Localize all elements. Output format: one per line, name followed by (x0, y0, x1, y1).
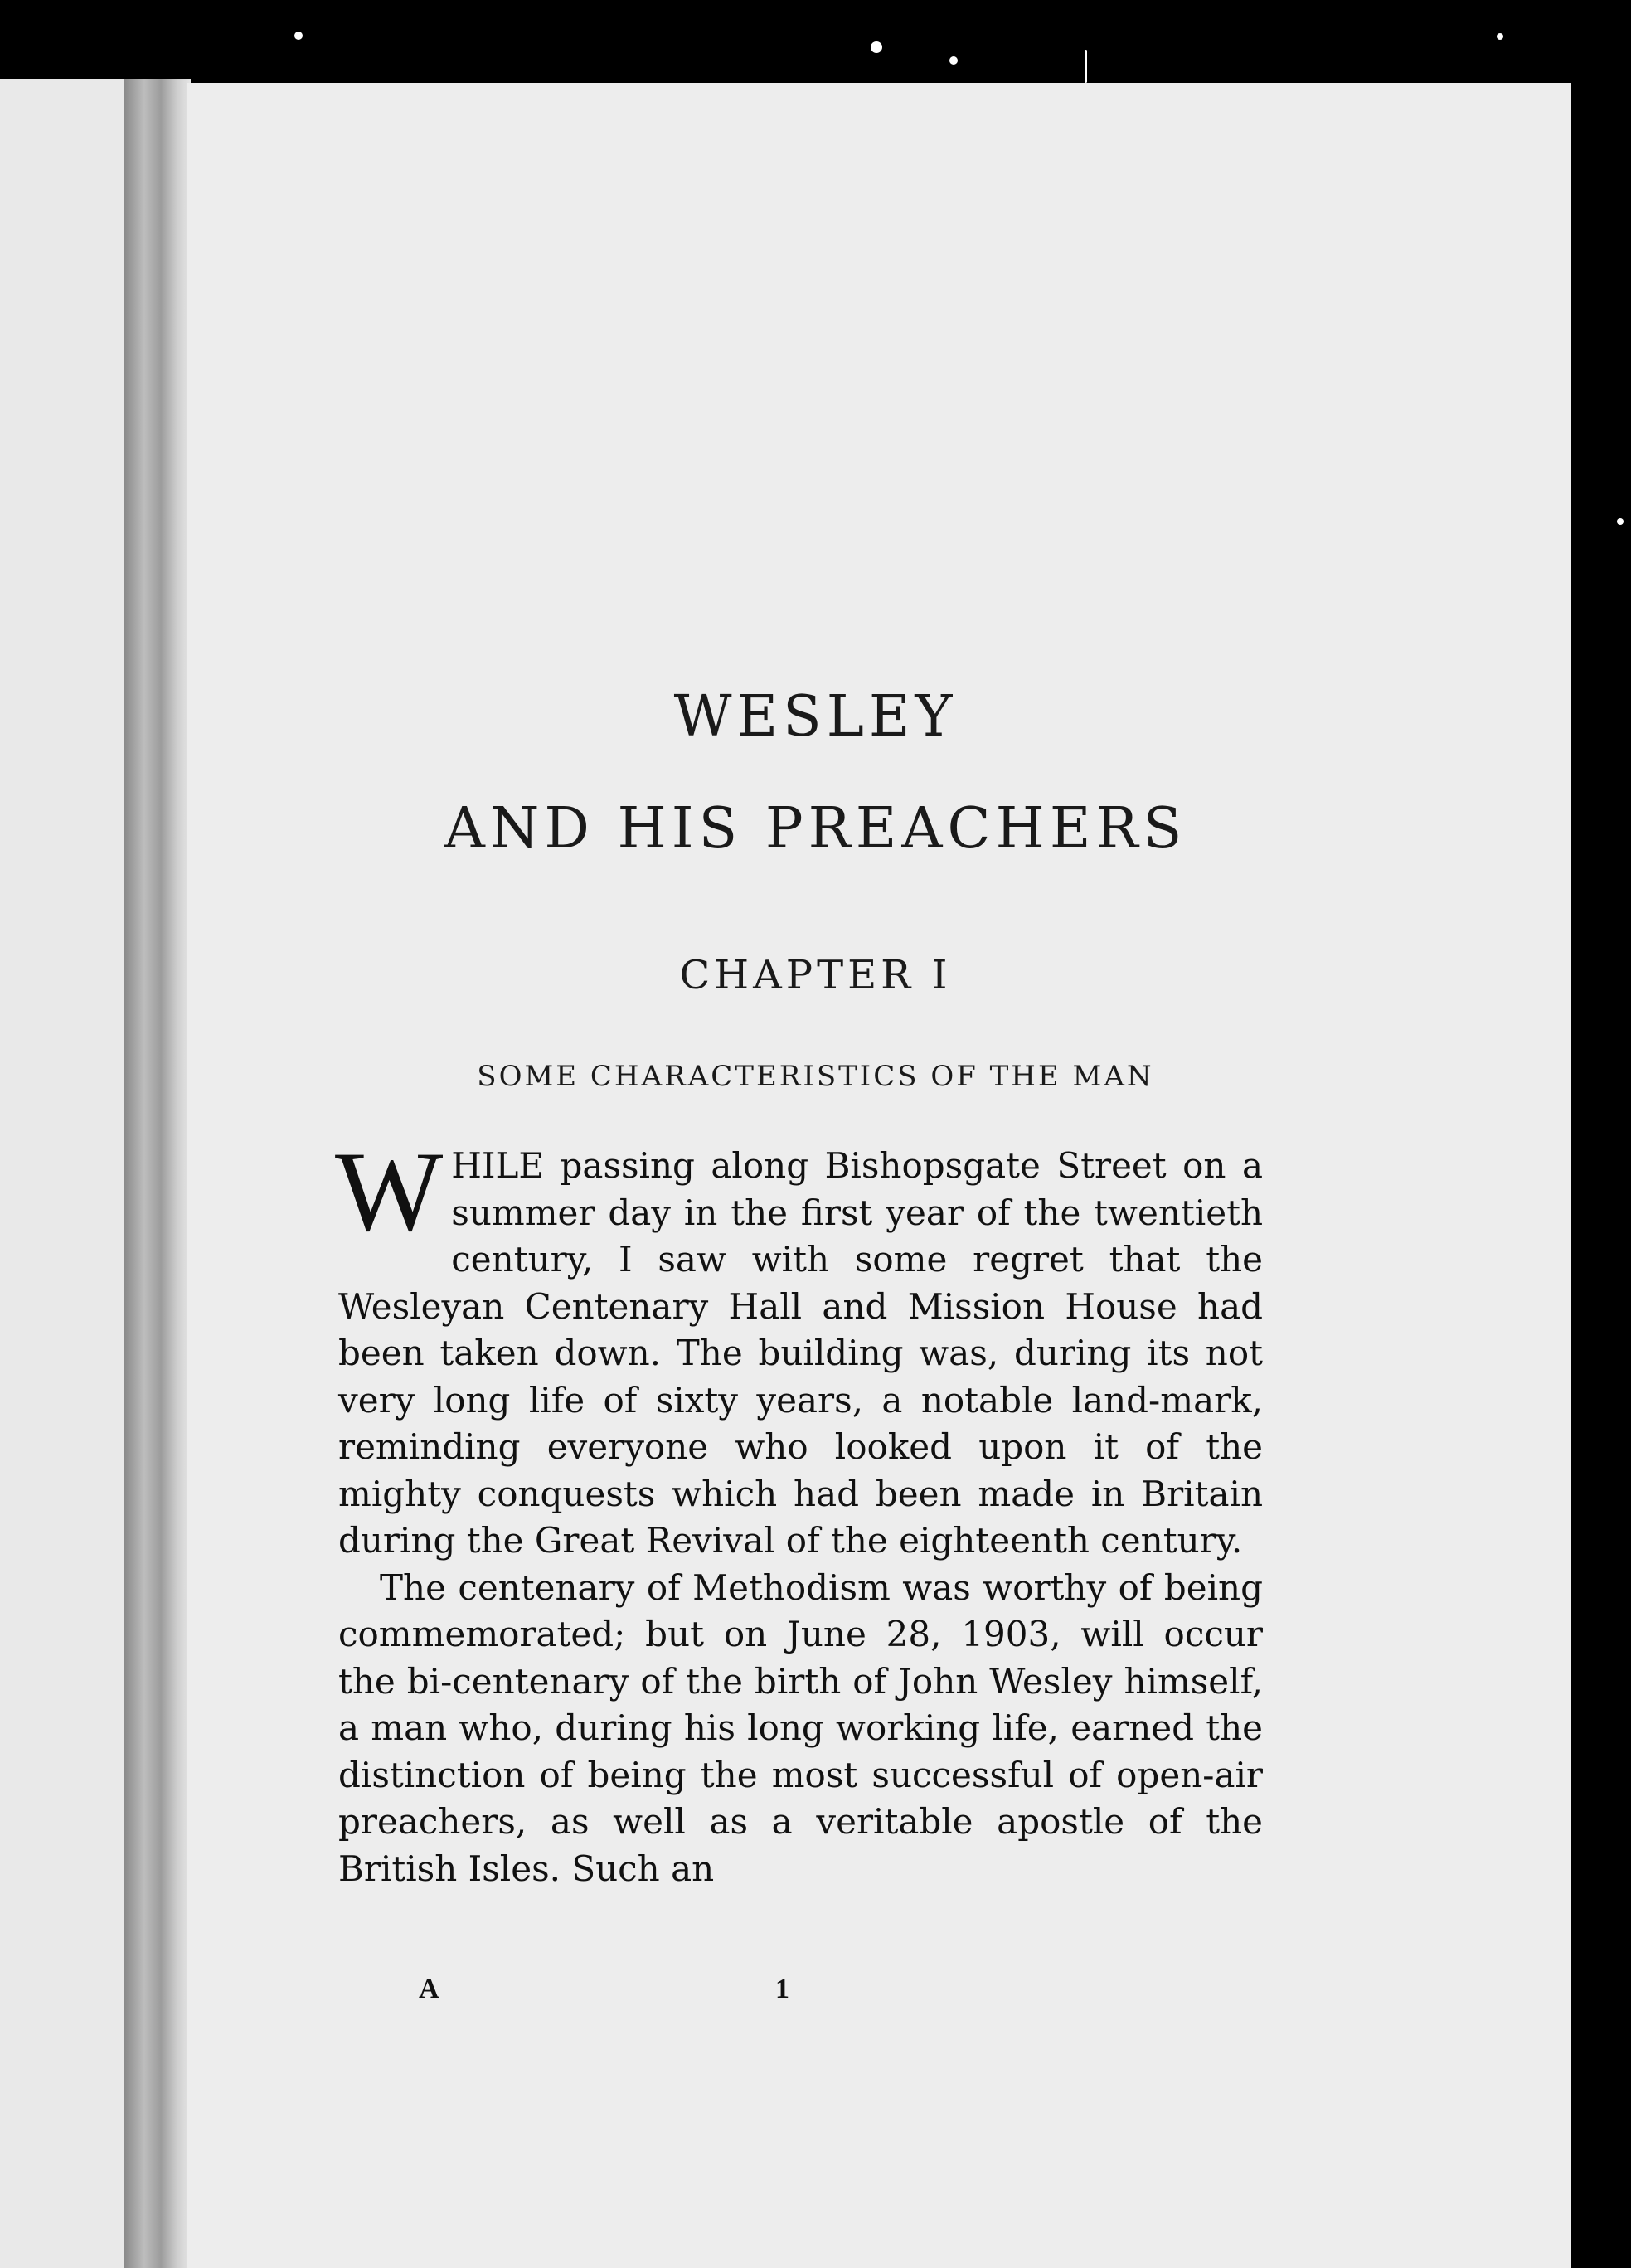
chapter-body (335, 1128, 1263, 1892)
paragraph-1-text: HILE passing along Bishopsgate Street on a summer day in the first year of the twentieth century, I saw with some regret that the Wesleyan Centenary Hall and Mission House had been taken down. The building was, during its not very long life of sixty years, a notable land-mark, reminding everyone who looked upon it of the mighty conquests which had been made in Britain during the Great Revival of the eighteenth century. (338, 1145, 1263, 1561)
book-title-line-2: AND HIS PREACHERS (444, 796, 1187, 862)
chapter-heading: CHAPTER I (679, 952, 952, 998)
chapter-subtitle: SOME CHARACTERISTICS OF THE MAN (477, 1060, 1154, 1093)
scan-speck (1617, 518, 1624, 525)
book-title-line-1: WESLEY (673, 684, 958, 750)
facing-page-edge (0, 79, 124, 2268)
scan-speck (1085, 50, 1087, 83)
book-gutter (124, 79, 191, 2268)
scan-speck (294, 32, 303, 40)
page-number: 1 (775, 1974, 789, 2004)
signature-mark: A (419, 1974, 439, 2004)
paragraph-2: The centenary of Methodism was worthy of being commemorated; but on June 28, 1903, will occur the bi-centenary of the birth of John Wesley himself, a man who, during his long working life, earned the distinction of being the most successful of open-air preachers, as well as a veritable apostle of the British Isles. Such an (338, 1566, 1263, 1889)
scan-speck (871, 41, 882, 53)
scan-speck (1497, 33, 1503, 40)
scan-speck (949, 56, 958, 65)
paragraph-1 (335, 1128, 1263, 1565)
drop-cap: W (335, 1128, 444, 1255)
